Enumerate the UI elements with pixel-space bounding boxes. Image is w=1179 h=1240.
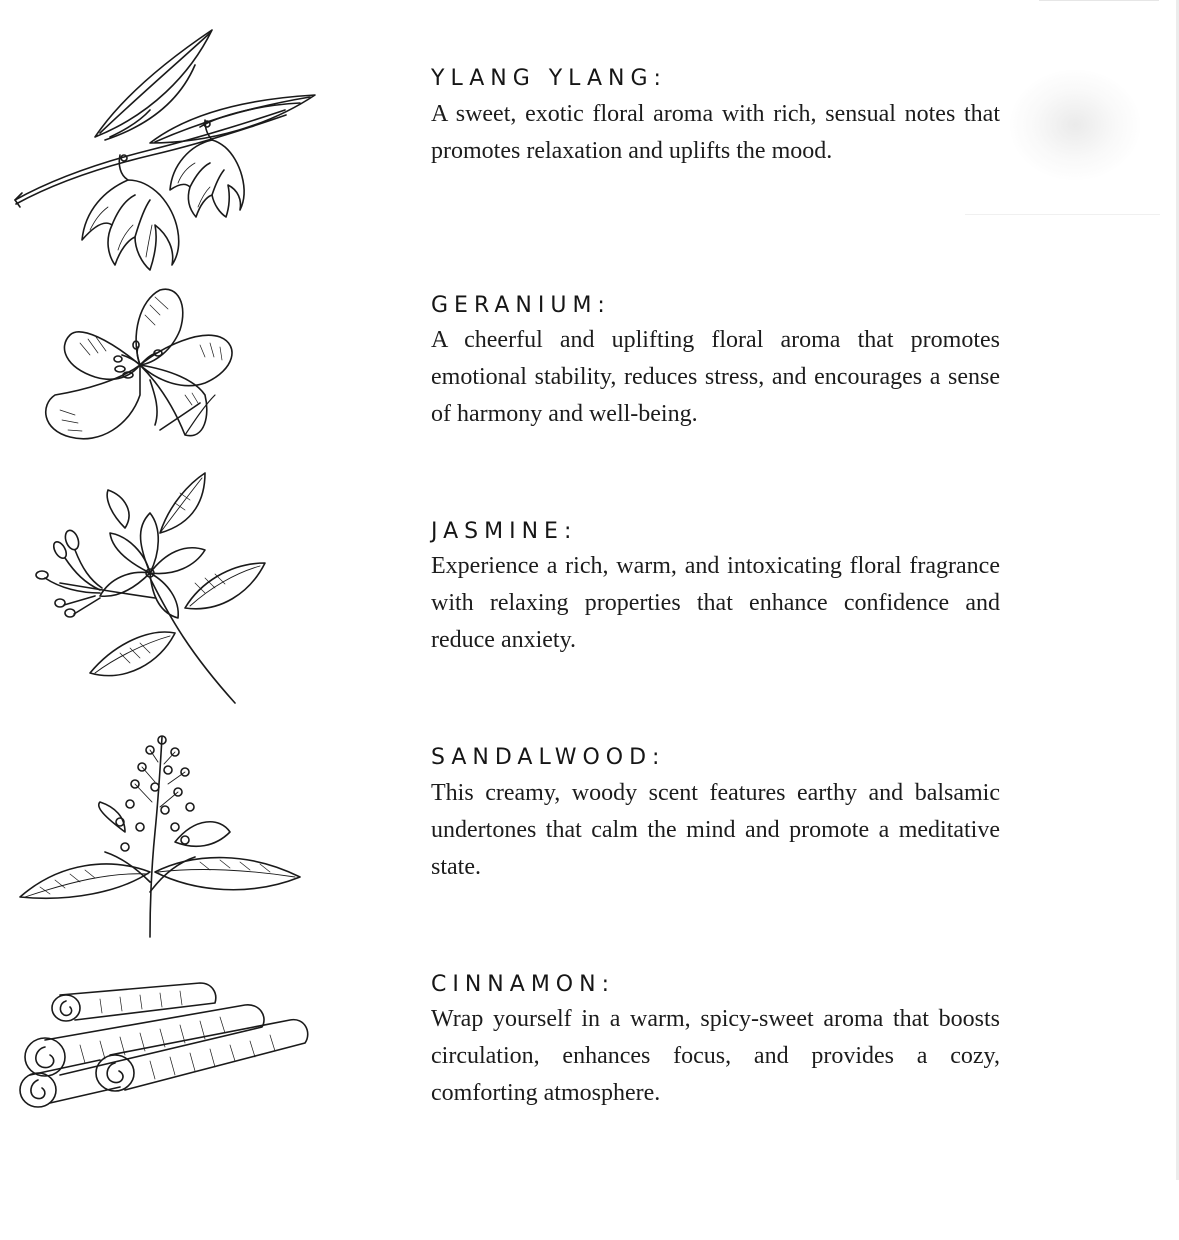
- jasmine-icon: [0, 468, 320, 718]
- entry-title: JASMINE:: [431, 519, 578, 544]
- entry-title: SANDALWOOD:: [431, 745, 666, 770]
- entry-title: CINNAMON:: [431, 972, 615, 997]
- cinnamon-sticks-icon: [0, 975, 320, 1115]
- sandalwood-icon: [0, 722, 320, 942]
- entry-description: Experience a rich, warm, and intoxicating floral fragrance with relaxing properties that enhance confidence and reduce anxiety.: [431, 553, 1000, 653]
- light-glow: [1010, 70, 1140, 180]
- ylang-ylang-icon: [0, 25, 320, 275]
- geranium-icon: [0, 285, 320, 455]
- entry-description: This creamy, woody scent features earthy and balsamic undertones that calm the mind and promote a meditative state.: [431, 780, 1000, 880]
- entry-description: A cheerful and uplifting floral aroma that promotes emotional stability, reduces stress, and encourages a sense of harmony and well-being.: [431, 327, 1000, 427]
- entry-description: Wrap yourself in a warm, spicy-sweet aroma that boosts circulation, enhances focus, and provides a cozy, comforting atmosphere.: [431, 1006, 1000, 1106]
- entry-title: GERANIUM:: [431, 293, 611, 318]
- entry-title: YLANG YLANG:: [431, 66, 667, 91]
- top-rule: [1039, 0, 1159, 1]
- entry-description: A sweet, exotic floral aroma with rich, sensual notes that promotes relaxation and uplifts the mood.: [431, 101, 1000, 164]
- glow-rule: [965, 214, 1160, 215]
